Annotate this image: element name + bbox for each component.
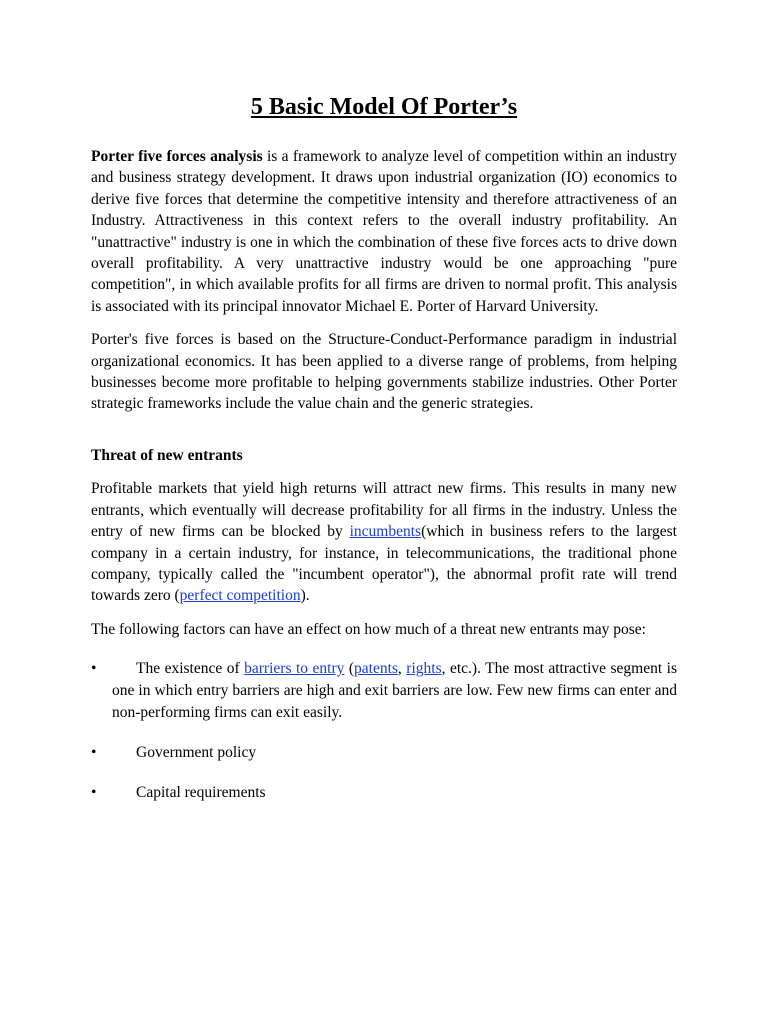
bullet-text-c: , xyxy=(397,660,407,678)
bullet-icon: • xyxy=(91,744,97,762)
factors-list xyxy=(91,658,677,804)
bullet-text-government-policy: Government policy xyxy=(136,744,257,762)
bullet-text-a: The existence of xyxy=(136,660,245,678)
list-item xyxy=(91,742,677,764)
perfect-competition-link[interactable]: perfect competition xyxy=(179,587,301,605)
intro-paragraph xyxy=(91,146,677,317)
incumbents-link[interactable]: incumbents xyxy=(349,523,422,541)
structure-paragraph: Porter's five forces is based on the Structure-Conduct-Performance paradigm in industrial organizational economics. It has been applied to a diverse range of problems, from helping businesses become more profitable to helping governments stabilize industries. Other Porter strategic frameworks include the value chain and the generic strategies. xyxy=(91,331,677,413)
bullet-text-b: ( xyxy=(344,660,355,678)
patents-link[interactable]: patents xyxy=(354,660,398,678)
new-entrants-paragraph xyxy=(91,478,677,606)
list-item xyxy=(91,782,677,804)
section-heading-threat-new-entrants: Threat of new entrants xyxy=(91,446,243,464)
bullet-text-capital-requirements: Capital requirements xyxy=(136,784,266,802)
section-spacer xyxy=(91,415,677,445)
barriers-to-entry-link[interactable]: barriers to entry xyxy=(244,660,345,678)
bullet-text-d: , etc.). The most attractive segment is one in which entry barriers are high and exit barriers are low. Few new firms can enter and non-performing firms can exit easily. xyxy=(112,660,677,722)
factors-intro-paragraph: The following factors can have an effect on how much of a threat new entrants may pose: xyxy=(91,620,646,638)
intro-bold-lead: Porter five forces analysis xyxy=(91,148,263,165)
new-entrants-text-b: (which in business refers to the largest company in a certain industry, for instance, in telecommunications, the traditional phone company, typically called the "incumbent operator"), the abnormal profit rate will trend towards zero ( xyxy=(91,523,677,605)
page-title: 5 Basic Model Of Porter’s xyxy=(250,94,518,120)
new-entrants-text-a: Profitable markets that yield high returns will attract new firms. This results in many new entrants, which eventually will decrease profitability for all firms in the industry. Unless the entry of new firms can be blocked by xyxy=(91,480,677,541)
new-entrants-text-c: ). xyxy=(300,587,310,605)
bullet-icon: • xyxy=(91,660,97,678)
intro-text: is a framework to analyze level of competition within an industry and business strategy development. It draws upon industrial organization (IO) economics to derive five forces that determine the competitive intensity and therefore attractiveness of an Industry. Attractiveness in this context refers to the overall industry profitability. An "unattractive" industry is one in which the combination of these five forces acts to drive down overall profitability. A very unattractive industry would be one approaching "pure competition", in which available profits for all firms are driven to normal profit. This analysis is associated with its principal innovator Michael E. Porter of Harvard University. xyxy=(91,148,677,315)
list-item xyxy=(91,658,677,724)
document-page xyxy=(91,92,677,822)
bullet-icon: • xyxy=(91,784,97,802)
rights-link[interactable]: rights xyxy=(406,660,442,678)
